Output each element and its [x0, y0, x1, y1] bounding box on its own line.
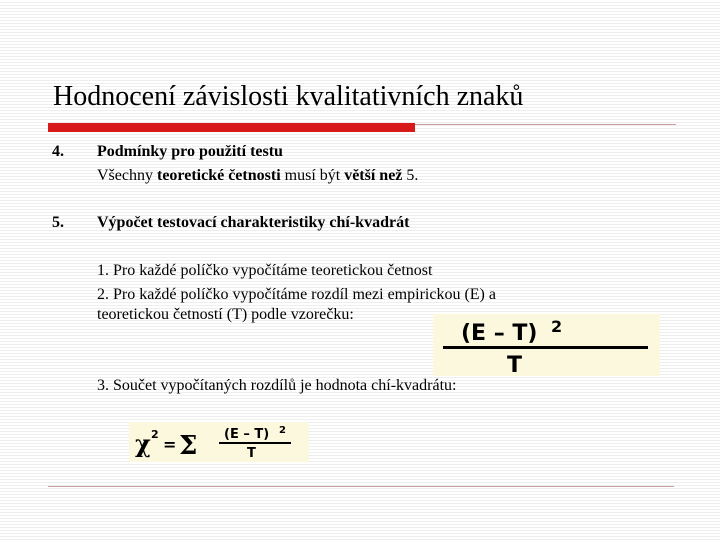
step-2-text-line2: teoretickou četností (T) podle vzorečku:	[97, 306, 354, 323]
chi-square-formula-svg	[129, 422, 309, 462]
formula1-numerator: (E – T)	[461, 321, 538, 346]
formula2-exponent: 2	[279, 425, 286, 436]
item-4-text-part: Všechny	[97, 167, 157, 184]
formula2-denominator: T	[247, 446, 256, 461]
bottom-divider-line	[48, 486, 674, 487]
item-4-text-emph: teoretické četnosti	[156, 167, 281, 184]
item-5-number: 5.	[52, 214, 64, 231]
step-2-text-line1: 2. Pro každé políčko vypočítáme rozdíl mezi empirickou (E) a	[97, 286, 496, 303]
chi-term-formula-image	[433, 314, 660, 376]
item-4-text	[97, 166, 418, 186]
formula2-chi: χ	[135, 429, 151, 458]
formula2-numerator: (E – T)	[224, 427, 270, 442]
step-1-text: 1. Pro každé políčko vypočítáme teoretickou četnost	[97, 262, 433, 279]
formula1-fraction-bar	[443, 346, 648, 349]
formula1-exponent: 2	[551, 317, 563, 336]
formula2-chi-exponent: 2	[151, 428, 159, 441]
item-4-number: 4.	[52, 143, 64, 160]
formula2-equals: =	[163, 435, 177, 454]
item-5-heading: Výpočet testovací charakteristiky chí-kvadrát	[97, 214, 410, 231]
slide-title: Hodnocení závislosti kvalitativních znaků	[53, 81, 524, 112]
formula2-sum: Σ	[179, 431, 198, 461]
chi-term-formula-svg	[433, 314, 660, 376]
item-4-text-part: musí být	[280, 167, 345, 184]
chi-square-formula-image	[129, 422, 309, 462]
item-4-text-emph: větší než	[344, 167, 403, 184]
item-4-heading: Podmínky pro použití testu	[97, 143, 283, 160]
step-3-text: 3. Součet vypočítaných rozdílů je hodnota chí-kvadrátu:	[97, 377, 457, 394]
item-4-text-part: 5.	[402, 167, 419, 184]
formula1-denominator: T	[507, 353, 523, 376]
title-accent-bar	[48, 123, 415, 132]
formula2-fraction-bar	[219, 442, 291, 444]
